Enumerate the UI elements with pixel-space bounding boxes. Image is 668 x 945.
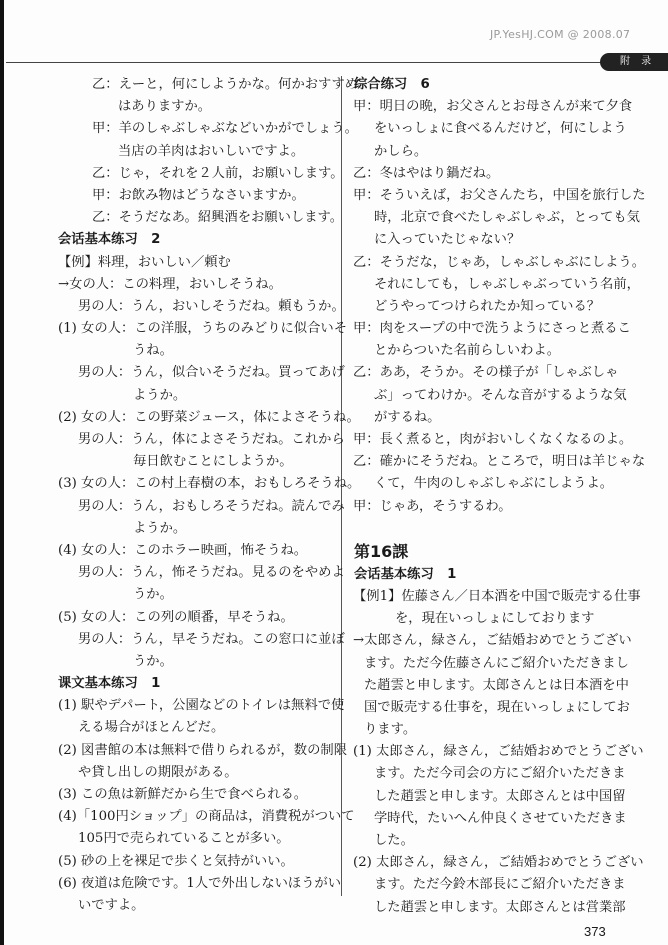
text-line: 甲：明日の晩，お父さんとお母さんが来て夕食 [353,99,633,115]
text-line: (5) 女の人：この列の順番，早そうね。 [58,609,294,625]
text-line: (2) 女の人：この野菜ジュース，体によさそうね。 [58,409,360,425]
text-line: 甲：長く煮ると，肉がおいしくなくなるのよ。 [353,432,633,447]
text-line: した。 [374,833,414,848]
text-line: 男の人：うん，似合いそうだね。買ってあげ [78,365,345,381]
text-line: (1) 駅やデパート，公園などのトイレは無料で使 [58,698,345,714]
text-line: ます。ただ今佐藤さんにご紹介いただきまし [364,655,629,671]
text-line: 毎日飲むことにしようか。 [133,454,293,470]
left-column [0,74,361,917]
blank-line [342,518,668,540]
text-line: 105円で売られていることが多い。 [78,831,290,847]
text-line: 男の人：うん，おもしろそうだね。読んでみ [78,498,345,514]
text-line: それにしても，しゃぶしゃぶっていう名前， [374,276,640,292]
section-heading: 会话基本练习 1 [354,566,457,582]
text-line: 乙：じゃ，それを２人前，お願いします。 [92,165,344,181]
right-column [342,74,668,919]
text-line: いですよ。 [78,897,145,913]
text-line: ります。 [364,722,417,738]
text-line: 乙：そうだなあ。紹興酒をお願いします。 [92,210,344,226]
text-line: 当店の羊肉はおいしいですよ。 [118,143,305,159]
text-line: (1) 女の人：この洋服，うちのみどりに似合いそ [58,321,347,337]
text-line: ます。ただ今鈴木部長にご紹介いただきま [374,877,626,893]
text-line: 乙：ああ，そうか。その様子が「しゃぶしゃ [353,365,619,381]
text-line: (4)「100円ショップ」の商品は，消費税がついて [58,809,355,825]
text-line: うか。 [133,653,173,669]
text-line: を，現在いっしょにしております [395,611,595,627]
text-line: (4) 女の人：このホラー映画，怖そうね。 [58,542,308,558]
page-number: 373 [584,924,606,939]
text-line: 男の人：うん，体によさそうだね。これから [78,432,345,447]
text-line: (2) 図書館の本は無料で借りられるが，数の制限 [58,742,347,758]
text-line: とからついた名前らしいわよ。 [374,343,561,359]
section-heading: 第16課 [354,541,409,561]
text-line: うか。 [133,587,173,603]
text-line: (2) 太郎さん，緑さん，ご結婚おめでとうござい [353,855,644,871]
text-line: 甲：そういえば，お父さんたち，中国を旅行した [353,187,646,203]
text-line: どうやってつけられたか知っている？ [374,298,601,314]
text-line: 甲：羊のしゃぶしゃぶなどいかがでしょう。 [92,121,358,137]
text-line: をいっしょに食べるんだけど，何にしよう [374,121,627,137]
text-line: ようか。 [133,387,187,403]
text-line: くて，牛肉のしゃぶしゃぶにしようよ。 [374,476,614,492]
watermark: JP.YesHJ.COM @ 2008.07 [490,28,631,41]
text-line: 【例1】佐藤さん／日本酒を中国で販売する仕事 [353,588,641,604]
text-line: ます。ただ今司会の方にご紹介いただきま [374,766,626,782]
text-line: がするね。 [374,409,441,425]
text-line: (6) 夜道は危険です。1人で外出しないほうがい [58,875,342,891]
text-line: や貸し出しの期限がある。 [78,764,238,780]
text-line: (3) この魚は新鮮だから生で食べられる。 [58,787,308,802]
text-line: (3) 女の人：この村上春樹の本，おもしろそうね。 [58,476,361,492]
text-line: はありますか。 [118,99,212,115]
text-line: 時，北京で食べたしゃぶしゃぶ，とっても気 [374,210,640,226]
section-heading: 会话基本练习 2 [58,232,161,248]
text-line: 甲：じゃあ，そうするわ。 [353,498,512,514]
text-line: 乙：確かにそうだね。ところで，明日は羊じゃな [353,454,646,470]
text-line: た趙雲と申します。太郎さんとは日本酒を中 [364,677,629,693]
text-line: 乙：えーと，何にしようかな。何かおすすめ [92,77,359,92]
text-line: える場合がほとんどだ。 [78,720,225,736]
section-heading: 课文基本练习 1 [58,676,161,692]
text-line: 乙：冬はやはり鍋だね。 [353,165,500,181]
text-line: 乙：そうだな，じゃあ，しゃぶしゃぶにしよう。 [353,254,645,270]
text-line: した趙雲と申します。太郎さんとは営業部 [374,899,626,915]
text-line: 【例】料理，おいしい／頼む [58,254,231,270]
text-line: 甲：お飲み物はどうなさいますか。 [92,187,305,203]
text-line: ようか。 [133,520,187,536]
text-line: 男の人：うん，怖そうだね。見るのをやめよ [78,565,345,581]
text-line: うね。 [133,343,173,359]
text-line: 甲：肉をスープの中で洗うようにさっと煮るこ [353,321,631,337]
text-line: した趙雲と申します。太郎さんとは中国留 [374,788,626,804]
text-line: ぶ」ってわけか。そんな音がするような気 [374,387,627,403]
text-line: (1) 太郎さん，緑さん，ご結婚おめでとうござい [353,744,644,760]
text-line: (5) 砂の上を裸足で歩くと気持がいい。 [58,853,294,869]
text-line: →太郎さん，緑さん，ご結婚おめでとうござい [353,633,632,649]
section-heading: 综合练习 6 [354,77,430,92]
text-line: 国で販売する仕事を，現在いっしょにしてお [364,699,630,715]
text-line: に入っていたじゃない？ [374,232,521,248]
text-line: 学時代，たいへん仲良くさせていただきま [374,810,627,826]
text-line: 男の人：うん，早そうだね。この窓口に並ぼ [78,631,345,647]
section-tab: 附 录 [600,53,668,71]
text-line: かしら。 [374,143,428,159]
header-rule [6,62,606,63]
text-line: →女の人：この料理，おいしそうね。 [58,276,282,292]
text-line: 男の人：うん，おいしそうだね。頼もうか。 [78,298,345,314]
